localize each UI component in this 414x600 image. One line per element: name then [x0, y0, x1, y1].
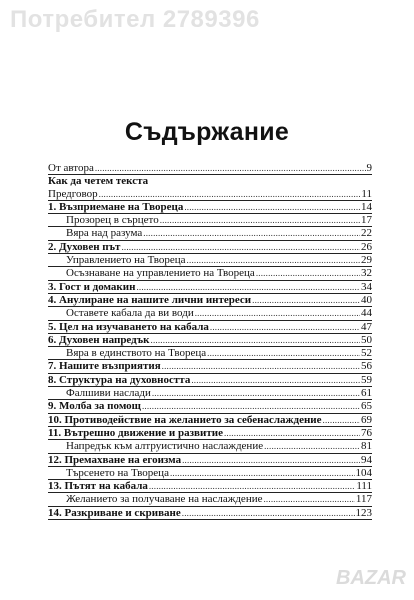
toc-dot-leader	[136, 281, 360, 293]
toc-entry-title: Управлението на Твореца	[66, 254, 186, 267]
toc-entry	[48, 374, 372, 387]
toc-entry-title: 11. Вътрешно движение и развитие	[48, 426, 223, 439]
toc-dot-leader	[195, 307, 360, 319]
toc-entry-page: 123	[355, 506, 372, 519]
toc-entry-page: 40	[361, 293, 372, 306]
toc-dot-leader	[170, 467, 355, 479]
toc-entry-title: Вяра в единството на Твореца	[66, 347, 207, 360]
toc-dot-leader	[187, 254, 360, 266]
toc-entry-title: Как да четем текста	[48, 175, 149, 188]
toc-dot-leader	[149, 480, 355, 492]
toc-entry-page: 9	[366, 162, 372, 174]
toc-entry-title: 3. Гост и домакин	[48, 280, 136, 293]
toc-dot-leader	[191, 374, 360, 386]
toc-entry-title: 9. Молба за помощ	[48, 400, 141, 413]
toc-entry-page: 11	[361, 187, 372, 200]
page-title: Съдържание	[124, 118, 290, 146]
toc-entry	[48, 175, 372, 187]
toc-entry	[48, 294, 372, 307]
toc-entry	[48, 454, 372, 467]
toc-entry-page: 47	[361, 320, 372, 333]
toc-entry-page: 81	[361, 440, 372, 453]
toc-entry-title: Напредък към алтруистично наслаждение	[66, 440, 264, 453]
toc-entry-page: 52	[361, 347, 372, 360]
toc-entry	[48, 480, 372, 493]
toc-entry-title: 10. Противодействие на желанието за себенаслаждение	[48, 413, 322, 426]
toc-entry	[48, 267, 372, 280]
toc-entry-page: 94	[361, 453, 372, 466]
toc-entry-title: 2. Духовен път	[48, 240, 121, 253]
toc-entry	[48, 507, 372, 520]
toc-entry-page: 14	[361, 200, 372, 213]
toc-entry	[48, 347, 372, 360]
toc-entry-title: 4. Анулиране на нашите лични интереси	[48, 293, 252, 306]
toc-dot-leader	[264, 440, 360, 452]
toc-dot-leader	[160, 214, 360, 226]
toc-dot-leader	[224, 427, 360, 439]
toc-entry-title: Желанието за получаване на наслаждение	[66, 493, 263, 506]
toc-entry-page: 29	[361, 254, 372, 267]
toc-entry-page: 26	[361, 240, 372, 253]
toc-entry-page: 117	[355, 493, 372, 506]
toc-entry	[48, 360, 372, 373]
toc-entry-title: Оставете кабала да ви води	[66, 307, 194, 320]
toc-entry-title: 5. Цел на изучаването на кабала	[48, 320, 209, 333]
toc-entry-page: 32	[361, 267, 372, 280]
toc-entry	[48, 321, 372, 334]
bazar-logo: BAZAR	[336, 567, 406, 589]
toc-entry-page: 34	[361, 280, 372, 293]
toc-entry	[48, 427, 372, 440]
toc-entry-title: 7. Нашите възприятия	[48, 360, 161, 373]
toc-entry-title: Предговор	[48, 187, 98, 200]
toc-entry-title: 8. Структура на духовността	[48, 373, 191, 386]
toc-dot-leader	[95, 162, 366, 174]
toc-entry	[48, 493, 372, 506]
table-of-contents	[48, 162, 372, 520]
toc-dot-leader	[182, 454, 360, 466]
toc-entry-title: Търсенето на Твореца	[66, 466, 169, 479]
toc-entry-page: 17	[361, 214, 372, 227]
toc-entry	[48, 281, 372, 294]
toc-entry-page: 111	[356, 480, 372, 493]
toc-entry-page: 59	[361, 373, 372, 386]
toc-dot-leader	[142, 400, 360, 412]
toc-dot-leader	[252, 294, 360, 306]
toc-entry	[48, 254, 372, 267]
toc-dot-leader	[143, 227, 360, 239]
toc-entry-title: 12. Премахване на егоизма	[48, 453, 182, 466]
toc-dot-leader	[99, 188, 361, 200]
toc-entry-title: Прозорец в сърцето	[66, 214, 159, 227]
toc-entry-page: 56	[361, 360, 372, 373]
toc-entry-page: 69	[361, 413, 372, 426]
toc-entry-page: 104	[355, 466, 372, 479]
toc-entry	[48, 201, 372, 214]
toc-entry	[48, 307, 372, 320]
toc-dot-leader	[121, 241, 360, 253]
toc-dot-leader	[184, 201, 360, 213]
toc-dot-leader	[207, 347, 360, 359]
toc-entry-title: Вяра над разума	[66, 227, 143, 240]
toc-entry-title: От автора	[48, 162, 94, 174]
toc-entry-title: Осъзнаване на управлението на Твореца	[66, 267, 255, 280]
toc-dot-leader	[210, 321, 360, 333]
toc-dot-leader	[162, 360, 360, 372]
toc-dot-leader	[323, 414, 360, 426]
toc-entry-title: 6. Духовен напредък	[48, 333, 150, 346]
toc-entry	[48, 162, 372, 175]
toc-entry-title: 14. Разкриване и скриване	[48, 506, 181, 519]
toc-entry-page: 61	[361, 387, 372, 400]
toc-entry	[48, 414, 372, 427]
toc-entry-page: 50	[361, 333, 372, 346]
toc-entry-page: 65	[361, 400, 372, 413]
toc-entry-page: 22	[361, 227, 372, 240]
toc-entry	[48, 241, 372, 254]
toc-entry-title: 13. Пътят на кабала	[48, 480, 148, 493]
toc-entry-page: 76	[361, 426, 372, 439]
watermark-text: Потребител 2789396	[10, 6, 260, 33]
toc-entry	[48, 214, 372, 227]
toc-dot-leader	[182, 507, 355, 519]
toc-entry	[48, 440, 372, 453]
toc-entry	[48, 400, 372, 413]
toc-entry-title: 1. Възприемане на Твореца	[48, 200, 184, 213]
toc-entry-title: Фалшиви наслади	[66, 387, 151, 400]
toc-entry	[48, 467, 372, 480]
toc-entry	[48, 387, 372, 400]
toc-entry	[48, 188, 372, 201]
toc-dot-leader	[256, 267, 360, 279]
toc-entry	[48, 334, 372, 347]
toc-dot-leader	[152, 387, 360, 399]
toc-dot-leader	[151, 334, 361, 346]
toc-dot-leader	[263, 493, 354, 505]
toc-entry-page: 44	[361, 307, 372, 320]
toc-entry	[48, 227, 372, 240]
